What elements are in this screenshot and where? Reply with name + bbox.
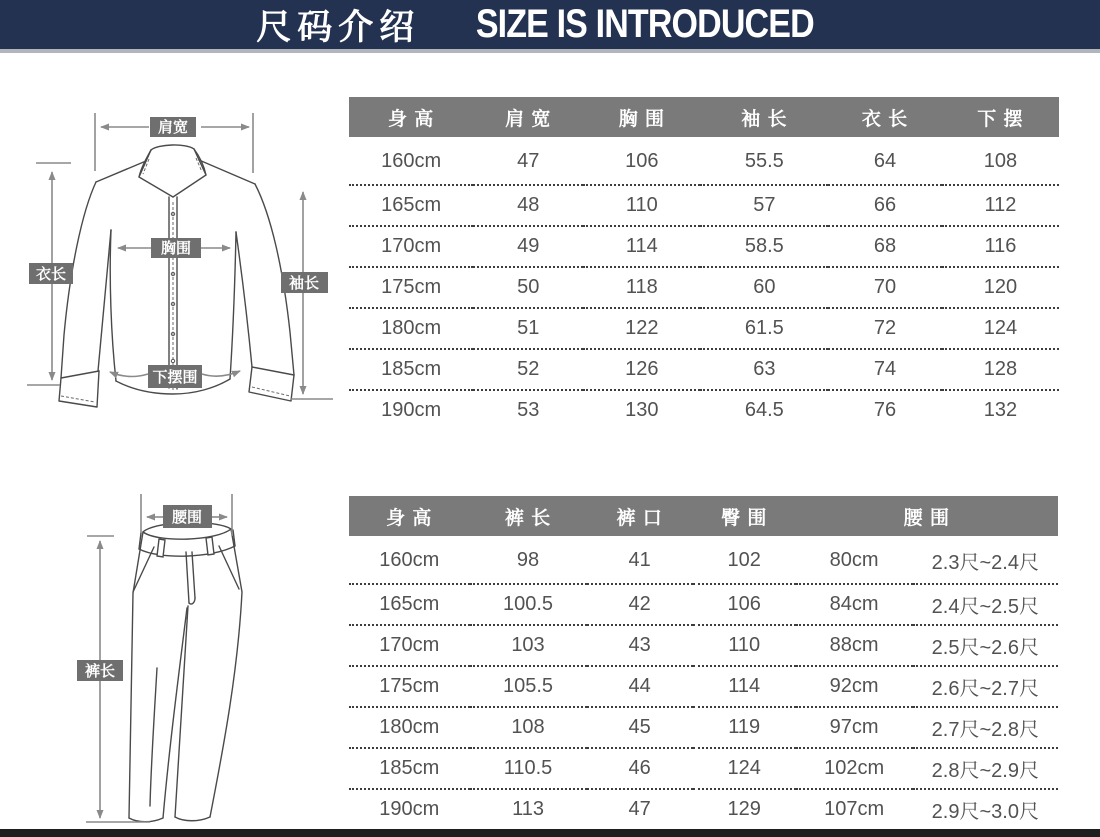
table-cell: 160cm	[381, 150, 442, 172]
bottom-divider	[0, 829, 1100, 837]
table-cell: 68	[873, 235, 897, 257]
table-cell: 2.8尺~2.9尺	[931, 760, 1039, 782]
table-cell: 2.9尺~3.0尺	[931, 801, 1039, 823]
table-row	[349, 625, 1058, 666]
table-cell: 106	[727, 593, 761, 615]
table-cell: 185cm	[379, 757, 440, 779]
table-cell: 52	[517, 358, 540, 380]
table-cell: 170cm	[381, 235, 442, 257]
table-cell: 2.3尺~2.4尺	[931, 552, 1039, 574]
table-cell: 45	[628, 716, 651, 738]
table-cell: 46	[628, 757, 651, 779]
pants-size-table-container	[349, 496, 1058, 829]
pants-size-table	[349, 496, 1058, 829]
table-cell: 43	[628, 634, 651, 656]
table-cell: 42	[628, 593, 651, 615]
table-cell: 80cm	[829, 549, 879, 571]
waist-label: 腰围	[171, 509, 203, 526]
table-cell: 165cm	[379, 593, 440, 615]
table-cell: 107cm	[824, 798, 885, 820]
table-cell: 102cm	[824, 757, 885, 779]
table-cell: 98	[516, 549, 540, 571]
table-cell: 122	[625, 317, 659, 339]
table-cell: 108	[511, 716, 545, 738]
waist-dimension-arrow	[141, 494, 232, 536]
column-header: 下 摆	[942, 97, 1059, 137]
table-cell: 190cm	[379, 798, 440, 820]
table-cell: 2.7尺~2.8尺	[931, 719, 1039, 741]
table-cell: 51	[517, 317, 540, 339]
shirt-measurement-diagram	[10, 68, 340, 443]
table-cell: 114	[728, 675, 761, 697]
table-cell: 110	[625, 194, 658, 216]
table-row	[349, 185, 1059, 226]
table-cell: 47	[628, 798, 651, 820]
table-cell: 190cm	[381, 399, 442, 421]
table-cell: 128	[983, 358, 1018, 380]
table-cell: 74	[873, 358, 897, 380]
column-header: 衣 长	[828, 97, 942, 137]
table-cell: 58.5	[744, 235, 784, 257]
table-row	[349, 666, 1058, 707]
table-cell: 175cm	[379, 675, 440, 697]
table-cell: 124	[983, 317, 1018, 339]
chest-label: 胸围	[160, 240, 192, 257]
column-header: 胸 围	[583, 97, 700, 137]
table-cell: 66	[873, 194, 897, 216]
table-cell: 129	[727, 798, 761, 820]
table-cell: 113	[512, 798, 544, 820]
table-cell: 88cm	[829, 634, 879, 656]
table-cell: 120	[983, 276, 1018, 298]
pants-measurement-diagram	[45, 485, 350, 830]
table-cell: 84cm	[829, 593, 879, 615]
table-cell: 2.4尺~2.5尺	[931, 596, 1039, 618]
column-header: 裤 口	[587, 496, 693, 536]
table-row	[349, 267, 1059, 308]
pants-length-label: 裤长	[84, 663, 116, 680]
shirt-size-table-container	[349, 97, 1059, 430]
table-cell: 119	[728, 716, 761, 738]
table-cell: 64	[873, 150, 897, 172]
chest-dimension-arrow	[118, 238, 230, 258]
table-cell: 44	[628, 675, 651, 697]
table-cell: 100.5	[502, 593, 554, 615]
table-row	[349, 789, 1058, 829]
pants-line-art	[129, 523, 242, 822]
column-header: 肩 宽	[473, 97, 583, 137]
table-cell: 110.5	[503, 757, 553, 779]
table-row	[349, 748, 1058, 789]
table-cell: 114	[625, 235, 658, 257]
table-cell: 118	[625, 276, 658, 298]
shirt-size-table	[349, 97, 1059, 430]
table-row	[349, 536, 1058, 584]
garment-length-label: 衣长	[35, 266, 67, 283]
table-cell: 170cm	[379, 634, 440, 656]
table-cell: 130	[625, 399, 659, 421]
hem-label: 下摆围	[152, 369, 198, 386]
sleeve-length-label: 袖长	[288, 275, 320, 292]
garment-length-dimension-arrow	[27, 163, 73, 385]
shoulder-width-dimension-arrow	[95, 113, 253, 173]
table-cell: 64.5	[744, 399, 784, 421]
table-cell: 180cm	[381, 317, 442, 339]
table-row	[349, 584, 1058, 625]
shoulder-width-label: 肩宽	[157, 119, 189, 136]
table-cell: 116	[984, 235, 1017, 257]
table-cell: 61.5	[744, 317, 784, 339]
column-header: 腰 围	[796, 496, 1058, 536]
table-cell: 185cm	[381, 358, 442, 380]
table-cell: 50	[517, 276, 540, 298]
table-cell: 49	[517, 235, 540, 257]
table-cell: 48	[517, 194, 540, 216]
table-cell: 105.5	[502, 675, 554, 697]
table-cell: 180cm	[379, 716, 440, 738]
table-cell: 132	[983, 399, 1018, 421]
column-header: 裤 长	[470, 496, 587, 536]
table-row	[349, 308, 1059, 349]
column-header: 身 高	[349, 496, 470, 536]
banner-title-zh: 尺码介绍	[256, 7, 421, 47]
table-cell: 126	[625, 358, 659, 380]
table-cell: 72	[873, 317, 897, 339]
table-row	[349, 226, 1059, 267]
table-row	[349, 137, 1059, 185]
table-cell: 106	[625, 150, 659, 172]
table-cell: 160cm	[379, 549, 440, 571]
table-cell: 124	[727, 757, 761, 779]
table-cell: 2.6尺~2.7尺	[931, 678, 1039, 700]
table-cell: 60	[753, 276, 776, 298]
table-cell: 2.5尺~2.6尺	[931, 637, 1039, 659]
table-cell: 165cm	[381, 194, 442, 216]
table-cell: 175cm	[381, 276, 442, 298]
table-cell: 55.5	[744, 150, 784, 172]
table-cell: 70	[873, 276, 897, 298]
column-header: 袖 长	[700, 97, 828, 137]
table-cell: 97cm	[829, 716, 879, 738]
table-cell: 103	[511, 634, 545, 656]
table-cell: 112	[984, 194, 1017, 216]
table-row	[349, 390, 1059, 430]
table-cell: 41	[628, 549, 651, 571]
column-header: 身 高	[349, 97, 473, 137]
table-cell: 47	[517, 150, 540, 172]
table-cell: 53	[517, 399, 540, 421]
table-cell: 76	[873, 399, 897, 421]
banner	[0, 0, 1100, 53]
table-cell: 92cm	[829, 675, 879, 697]
table-row	[349, 349, 1059, 390]
table-cell: 110	[728, 634, 761, 656]
table-row	[349, 707, 1058, 748]
sleeve-length-dimension-arrow	[281, 192, 333, 399]
column-header: 臀 围	[693, 496, 796, 536]
table-cell: 63	[753, 358, 776, 380]
table-cell: 108	[983, 150, 1018, 172]
table-cell: 57	[753, 194, 776, 216]
table-cell: 102	[727, 549, 761, 571]
banner-title-en: SIZE IS INTRODUCED	[476, 2, 814, 46]
